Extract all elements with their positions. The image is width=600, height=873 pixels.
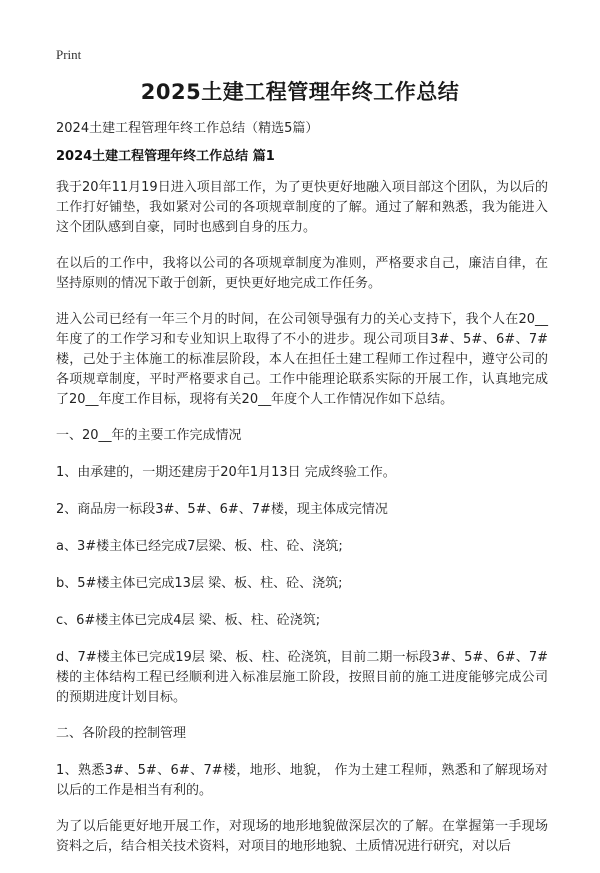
document-body	[56, 178, 548, 873]
document-subtitle: 2024土建工程管理年终工作总结（精选5篇）	[56, 121, 319, 136]
body-paragraph: 进入公司已经有一年三个月的时间，在公司领导强有力的关心支持下，我个人在20__年度了的工作学习和专业知识上取得了不小的进步。现公司项目3#、5#、6#、7#楼，己处于主体施工的标准层阶段，本人在担任土建工程师工作过程中，遵守公司的各项规章制度，平时严格要求自己。工作中能理论联系实际的开展工作，认真地完成了20__年度工作目标，现将有关20__年度个人工作情况作如下总结。	[56, 312, 548, 407]
list-item: a、3#楼主体已经完成7层梁、板、柱、砼、浇筑;	[56, 539, 343, 554]
list-heading: 二、各阶段的控制管理	[56, 726, 187, 741]
list-item: 1、熟悉3#、5#、6#、7#楼，地形、地貌， 作为土建工程师，熟悉和了解现场对以后的工作是相当有利的。	[56, 763, 548, 798]
list-item: 2、商品房一标段3#、5#、6#、7#楼，现主体成完情况	[56, 502, 388, 517]
list-item: b、5#楼主体已完成13层 梁、板、柱、砼、浇筑;	[56, 576, 343, 591]
list-item: d、7#楼主体已完成19层 梁、板、柱、砼浇筑，目前二期一标段3#、5#、6#、7#楼的主体结构工程已经顺利进入标准层施工阶段，按照目前的施工进度能够完成公司的预期进度计划目标。	[56, 650, 548, 705]
body-paragraph: 我于20年11月19日进入项目部工作，为了更快更好地融入项目部这个团队，为以后的工作打好铺垫，我如紧对公司的各项规章制度的了解。通过了解和熟悉，我为能进入这个团队感到自豪，同时也感到自身的压力。	[56, 180, 548, 235]
section-heading: 2024土建工程管理年终工作总结 篇1	[56, 149, 275, 164]
print-link[interactable]: Print	[56, 47, 82, 62]
document-title: 2025土建工程管理年终工作总结	[140, 80, 460, 104]
body-paragraph: 在以后的工作中，我将以公司的各项规章制度为准则，严格要求自己，廉洁自律，在坚持原则的情况下敢于创新，更快更好地完成工作任务。	[56, 256, 548, 291]
list-item: c、6#楼主体已完成4层 梁、板、柱、砼浇筑;	[56, 613, 321, 628]
body-paragraph: 为了以后能更好地开展工作，对现场的地形地貌做深层次的了解。在掌握第一手现场资料之后，结合相关技术资料，对项目的地形地貌、土质情况进行研究，对以后	[56, 819, 548, 854]
list-heading: 一、20__年的主要工作完成情况	[56, 428, 242, 443]
list-item: 1、由承建的，一期还建房于20年1月13日 完成终验工作。	[56, 465, 396, 480]
